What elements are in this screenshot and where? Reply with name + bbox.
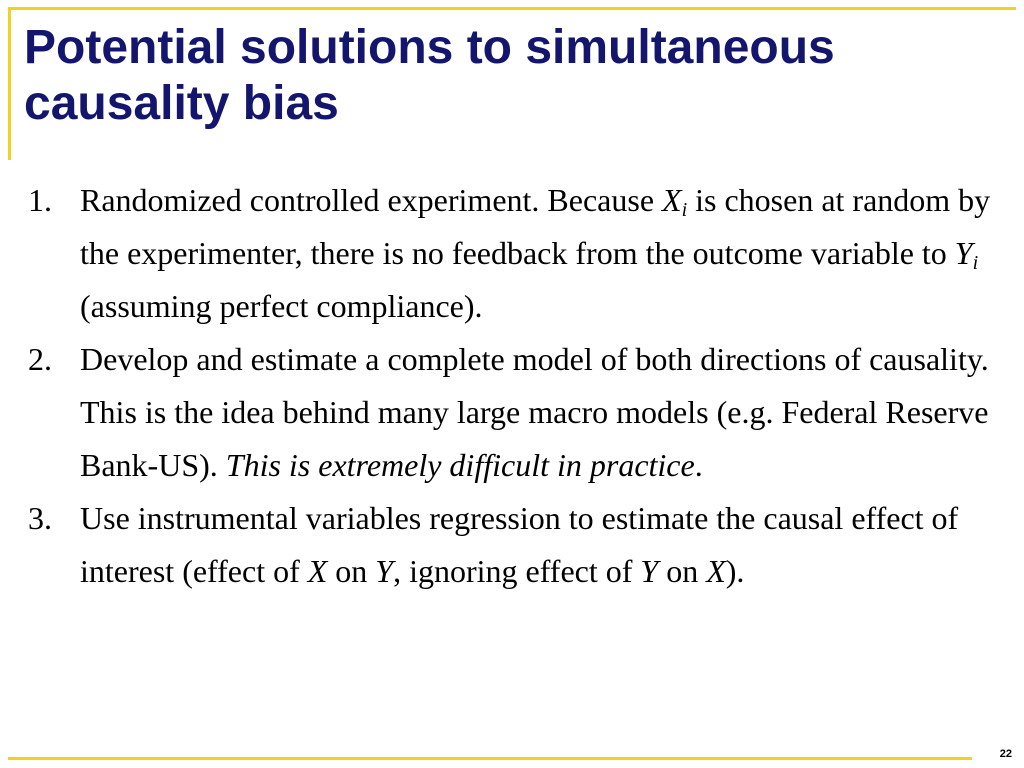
list-number: 1. <box>28 182 52 218</box>
subscript-i: i <box>681 199 688 221</box>
list-number: 3. <box>28 500 52 536</box>
variable-y: Y <box>375 553 394 589</box>
list-item-1 <box>28 174 1000 333</box>
list-item-2 <box>28 333 1000 492</box>
subscript-i: i <box>972 252 979 274</box>
text-run: Develop and estimate a complete model of both directions of causality. This is the idea behind many large macro models (e.g. Federal Reserve Bank-US). <box>80 341 989 483</box>
list-number: 2. <box>28 341 52 377</box>
text-run: (assuming perfect compliance). <box>80 288 483 324</box>
top-accent-rule <box>8 7 1016 10</box>
text-run: . <box>694 447 703 483</box>
left-accent-rule <box>8 7 11 160</box>
variable-x: X <box>706 553 726 589</box>
emphasis-text: This is extremely difficult in practice <box>225 447 695 483</box>
list-item-text <box>80 492 1000 598</box>
list-item-text <box>80 333 1000 492</box>
text-run: ). <box>725 553 745 589</box>
list-item-text <box>80 174 1000 333</box>
variable-x: X <box>662 182 682 218</box>
bottom-accent-rule <box>8 757 972 760</box>
list-item-3 <box>28 492 1000 598</box>
variable-y: Y <box>954 235 973 271</box>
slide-title: Potential solutions to simultaneous causality bias <box>24 21 835 130</box>
page-number: 22 <box>999 748 1012 760</box>
text-run: is chosen at random by the experimenter, there is no feedback from the outcome variable to <box>80 182 991 271</box>
text-run: Use instrumental variables regression to estimate the causal effect of interest (effect of <box>80 500 959 589</box>
numbered-list <box>28 174 1000 598</box>
text-run: , ignoring effect of <box>393 553 641 589</box>
text-run: on <box>327 553 376 589</box>
variable-y: Y <box>640 553 659 589</box>
variable-x: X <box>307 553 328 589</box>
text-run: Randomized controlled experiment. Because <box>80 182 663 218</box>
text-run: on <box>658 553 707 589</box>
